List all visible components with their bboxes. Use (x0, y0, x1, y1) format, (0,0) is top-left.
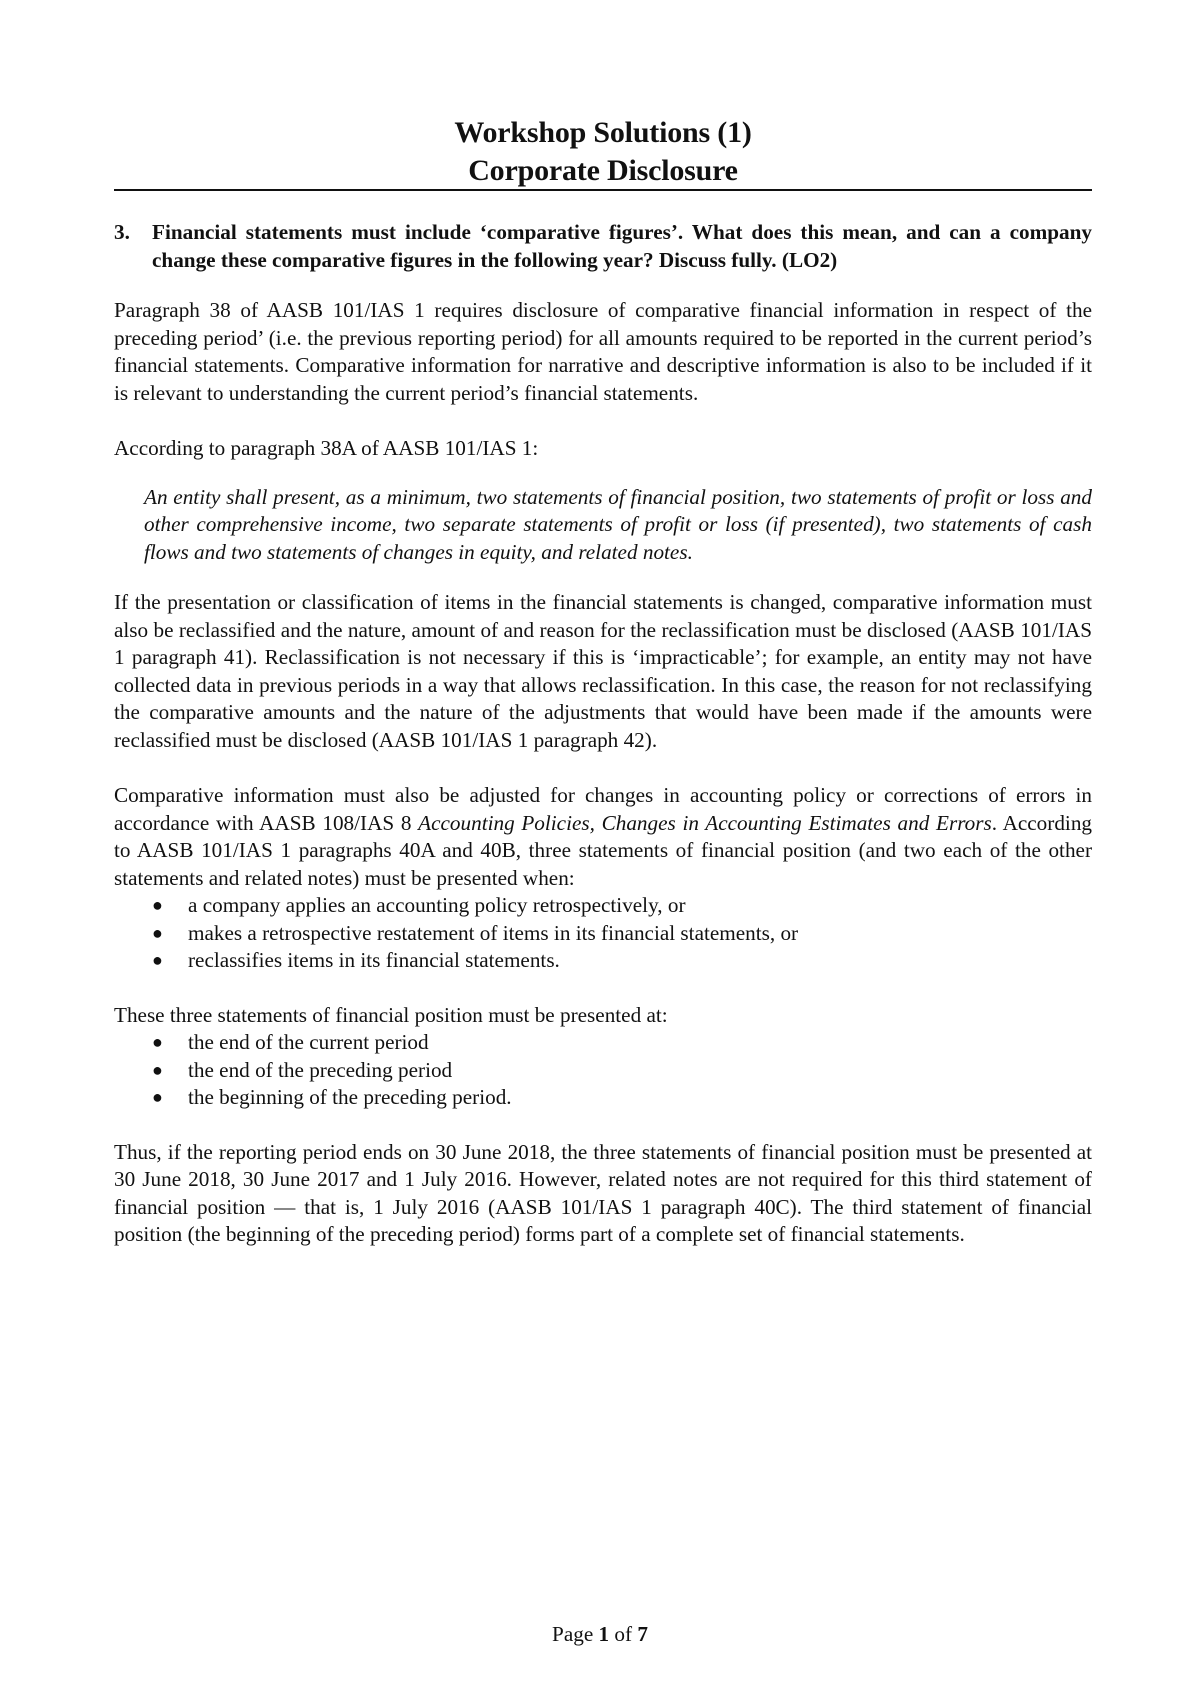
policy-text-end: . According to AASB 101/IAS 1 paragraphs 40A and 40B, three statements of financial position (and two each of the other statements and related notes) must be presented when: (114, 810, 1093, 890)
block-quote-38a: An entity shall present, as a minimum, two statements of financial position, two statements of profit or loss and other comprehensive income, two separate statements of profit or loss (if presented), two statements of cash flows and two statements of changes in equity, and related notes. (144, 484, 1092, 564)
bullet-icon: ● (152, 950, 163, 970)
bullet-icon: ● (152, 922, 163, 943)
title-divider (114, 189, 1092, 191)
list-item (114, 1057, 1092, 1085)
document-title: Workshop Solutions (1) (454, 116, 752, 149)
standard-title: Accounting Policies, Changes in Accounting Estimates and Errors (418, 810, 992, 835)
list-item (114, 1084, 1092, 1112)
bullet-list-conditions (114, 892, 1092, 975)
question-heading (114, 219, 1092, 274)
list-item-text: a company applies an accounting policy retrospectively, or (188, 893, 686, 917)
list-item (114, 947, 1092, 975)
document-subtitle: Corporate Disclosure (468, 154, 738, 187)
list-item-text: the beginning of the preceding period. (188, 1085, 512, 1109)
page-total-number: 7 (637, 1622, 648, 1646)
list-item-text: the end of the current period (188, 1030, 429, 1054)
list-item (114, 892, 1092, 920)
list-item-text: makes a retrospective restatement of items in its financial statements, or (188, 920, 799, 945)
bullet-icon: ● (152, 1059, 163, 1080)
list-item (114, 1029, 1092, 1057)
policy-text-start: Comparative information must also be adjusted for changes in accounting policy or corrections of errors in accordance with AASB 108/IAS 8 (114, 783, 1092, 835)
document-body (114, 219, 1092, 1277)
list-item-text: the end of the preceding period (188, 1057, 453, 1082)
page-current-number: 1 (598, 1622, 610, 1646)
page-word: Page (552, 1622, 594, 1646)
paragraph-quote-intro: According to paragraph 38A of AASB 101/IAS 1: (114, 436, 539, 460)
paragraph-example: Thus, if the reporting period ends on 30 June 2018, the three statements of financial position must be presented at 30 June 2018, 30 June 2017 and 1 July 2016. However, related notes are not required for this third statement of financial position — that is, 1 July 2016 (AASB 101/IAS 1 paragraph 40C). The third statement of financial position (the beginning of the preceding period) forms part of a complete set of financial statements. (114, 1139, 1092, 1246)
page-footer (0, 1621, 1200, 1648)
bullet-list-dates (114, 1029, 1092, 1112)
list-item (114, 920, 1092, 948)
paragraph-policy-changes (114, 782, 1092, 892)
question-text: Financial statements must include ‘comparative figures’. What does this mean, and can a company change these comparative figures in the following year? Discuss fully. (LO2) (152, 220, 1092, 272)
bullet-icon: ● (152, 1087, 163, 1107)
paragraph-comparative-requirement: Paragraph 38 of AASB 101/IAS 1 requires disclosure of comparative financial information in respect of the preceding period’ (i.e. the previous reporting period) for all amounts required to be reported in the current period’s financial statements. Comparative information for narrative and descriptive information is also to be included if it is relevant to understanding the current period’s financial statements. (114, 298, 1092, 405)
question-number: 3. (114, 220, 130, 244)
document-header (114, 114, 1092, 190)
page-of-word: of (614, 1622, 633, 1646)
bullet-icon: ● (152, 895, 163, 915)
paragraph-presentation-dates: These three statements of financial position must be presented at: (114, 1002, 668, 1027)
bullet-icon: ● (152, 1032, 163, 1052)
list-item-text: reclassifies items in its financial statements. (188, 948, 560, 972)
paragraph-reclassification: If the presentation or classification of items in the financial statements is changed, comparative information must also be reclassified and the nature, amount of and reason for the reclassification must be disclosed (AASB 101/IAS 1 paragraph 41). Reclassification is not necessary if this is ‘impracticable’; for example, an entity may not have collected data in previous periods in a way that allows reclassification. In this case, the reason for not reclassifying the comparative amounts and the nature of the adjustments that would have been made if the amounts were reclassified must be disclosed (AASB 101/IAS 1 paragraph 42). (114, 590, 1092, 752)
